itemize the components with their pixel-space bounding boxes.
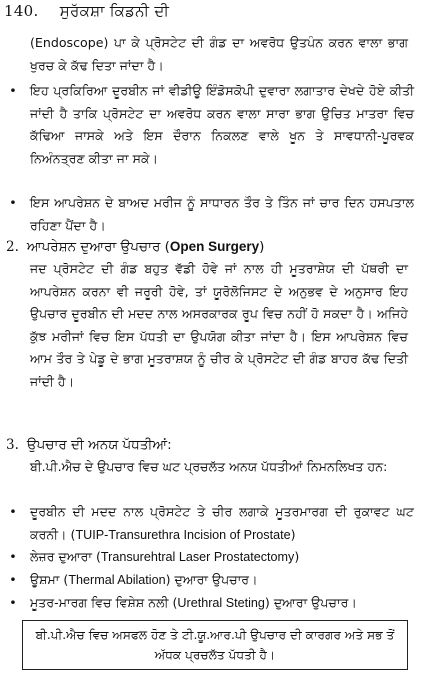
bullet-icon: • <box>9 572 17 587</box>
bullet-icon: • <box>9 549 17 564</box>
item-english: Transurehtral Laser Prostatectomy <box>100 550 295 564</box>
section-title: ਆਪਰੇਸ਼ਨ ਦੁਆਰਾ ਉਪਚਾਰ ( <box>26 239 170 255</box>
section-body: ਜਦ ਪ੍ਰੋਸਟੇਟ ਦੀ ਗੰਡ ਬਹੁਤ ਵੱਡੀ ਹੋਵੇ ਜਾਂ ਨਾਲ ਹੀ ਮੂਤਰਾਸ਼ੇਯ ਦੀ ਪੱਥਰੀ ਦਾ ਆਪਰੇਸ਼ਨ ਕਰਨਾ ਵੀ ਜਰੂਰੀ ਹੋਵੇ, ਤਾਂ ਯੂਰੋਲੋਜਿਸਟ ਦੇ ਅਨੁਭਵ ਦੇ ਅਨੁਸਾਰ ਇਹ ਉਪਚਾਰ ਦੂਰਬੀਨ ਦੀ ਮਦਦ ਨਾਲ ਅਸਰਕਾਰਕ ਰੂਪ ਵਿਚ ਨਹੀਂ ਹੋ ਸਕਦਾ ਹੈ। ਅਜਿਹੇ ਕੁੱਝ ਮਰੀਜਾਂ ਵਿਚ ਇਸ ਪੱਧਤੀ ਦਾ ਉਪਯੋਗ ਕੀਤਾ ਜਾਂਦਾ ਹੈ। ਇਸ ਆਪਰੇਸ਼ਨ ਵਿਚ ਆਮ ਤੌਰ ਤੇ ਪੇਡੂ ਦੇ ਭਾਗ ਮੂਤਰਾਸ਼ਯ ਨੂੰ ਚੀਰ ਕੇ ਪ੍ਰੋਸਟੇਟ ਦੀ ਗੰਡ ਬਾਹਰ ਕੱਢ ਦਿਤੀ ਜਾਂਦੀ ਹੈ। <box>30 261 408 389</box>
section-title-english: Open Surgery <box>169 239 260 254</box>
item-tail: ) ਦੁਆਰਾ ਉਪਚਾਰ। <box>264 595 357 610</box>
item-english: TUIP-Transurethra Incision of Prostate <box>75 527 291 542</box>
list-item-text <box>30 501 414 546</box>
item-tail: ) <box>290 526 296 542</box>
intro-paragraph: (Endoscope) ਪਾ ਕੇ ਪ੍ਰੋਸਟੇਟ ਦੀ ਗੰਡ ਦਾ ਅਵਰੋਧ ਉਤਪੰਨ ਕਰਨ ਵਾਲਾ ਭਾਗ ਖੁਰਚ ਕੇ ਕੱਢ ਦਿਤਾ ਜਾਂਦਾ ਹੈ। <box>30 35 408 73</box>
bullet-icon: • <box>9 595 17 610</box>
item-tail: ) <box>294 549 300 564</box>
section-heading <box>6 434 172 456</box>
section-title-close: ) <box>259 239 265 255</box>
list-item-text <box>30 569 414 592</box>
item-english: Thermal Abilation <box>68 573 166 587</box>
page-number: 140. <box>4 2 39 20</box>
summary-box: ਬੀ.ਪੀ.ਐਚ ਵਿਚ ਅਸਫਲ ਹੋਣ ਤੇ ਟੀ.ਯੂ.ਆਰ.ਪੀ ਉਪਚਾਰ ਦੀ ਕਾਰਗਰ ਅਤੇ ਸਭ ਤੋਂ ਅੱਧਕ ਪ੍ਰਚਲੱਤ ਪੱਧਤੀ ਹੈ। <box>22 620 408 670</box>
item-english: Urethral Steting <box>177 596 265 610</box>
section-heading <box>6 236 264 258</box>
bullet-icon: • <box>9 504 17 519</box>
section-intro: ਬੀ.ਪੀ.ਐਚ ਦੇ ਉਪਚਾਰ ਵਿਚ ਘਟ ਪ੍ਰਚਲੱਤ ਅਨਯ ਪੱਧਤੀਆਂ ਨਿਮਨਲਿਖਤ ਹਨ: <box>30 459 388 474</box>
section-title: ਉਪਚਾਰ ਦੀ ਅਨਯ ਪੱਧਤੀਆਂ: <box>26 437 172 453</box>
bullet-icon: • <box>9 195 17 210</box>
item-tail: ) ਦੁਆਰਾ ਉਪਚਾਰ। <box>165 572 258 587</box>
item-punjabi: ਮੂਤਰ-ਮਾਰਗ ਵਿਚ ਵਿਸ਼ੇਸ਼ ਨਲੀ ( <box>30 595 178 610</box>
section-number: 3. <box>6 437 19 453</box>
section-number: 2. <box>6 239 19 255</box>
list-item-text <box>30 546 414 569</box>
running-title: ਸੁਰੱਕਸ਼ਾ ਕਿਡਨੀ ਦੀ <box>59 2 170 20</box>
list-item-text: ਇਸ ਆਪਰੇਸ਼ਨ ਦੇ ਬਾਅਦ ਮਰੀਜ ਨੂੰ ਸਾਧਾਰਨ ਤੌਰ ਤੇ ਤਿੰਨ ਜਾਂ ਚਾਰ ਦਿਨ ਹਸਪਤਾਲ ਰਹਿਣਾ ਪੈਂਦਾ ਹੈ। <box>30 195 414 233</box>
list-item-text <box>30 592 414 615</box>
list-item-text: ਇਹ ਪ੍ਰਕਿਰਿਆ ਦੂਰਬੀਨ ਜਾਂ ਵੀਡੀਊ ਇੰਡੋਸਕੋਪੀ ਦੁਵਾਰਾ ਲਗਾਤਾਰ ਦੇਖਦੇ ਹੋਏ ਕੀਤੀ ਜਾਂਦੀ ਹੈ ਤਾਕਿ ਪ੍ਰੋਸਟੇਟ ਦਾ ਅਵਰੋਧ ਕਰਨ ਵਾਲਾ ਸਾਰਾ ਭਾਗ ਉਚਿਤ ਮਾਤਰਾ ਵਿਚ ਕੱਢਿਆ ਜਾਸਕੇ ਅਤੇ ਇਸ ਦੌਰਾਨ ਨਿਕਲਣ ਵਾਲੇ ਖੂਨ ਤੇ ਸਾਵਧਾਨੀ-ਪੂਰਵਕ ਨਿਅੰਨਤ੍ਰਣ ਕੀਤਾ ਜਾ ਸਕੇ। <box>30 83 414 166</box>
item-punjabi: ਦੂਰਬੀਨ ਦੀ ਮਦਦ ਨਾਲ ਪ੍ਰੋਸਟੇਟ ਤੇ ਚੀਰ ਲਗਾਕੇ ਮੂਤਰਮਾਰਗ ਦੀ ਰੁਕਾਵਟ ਘਟ ਕਰਨੀ। ( <box>30 504 414 542</box>
page-header <box>4 2 169 20</box>
bullet-icon: • <box>9 83 17 98</box>
item-punjabi: ਊਸ਼ਮਾ ( <box>30 572 69 587</box>
item-punjabi: ਲੇਜ਼ਰ ਦੁਆਰਾ ( <box>30 549 101 564</box>
